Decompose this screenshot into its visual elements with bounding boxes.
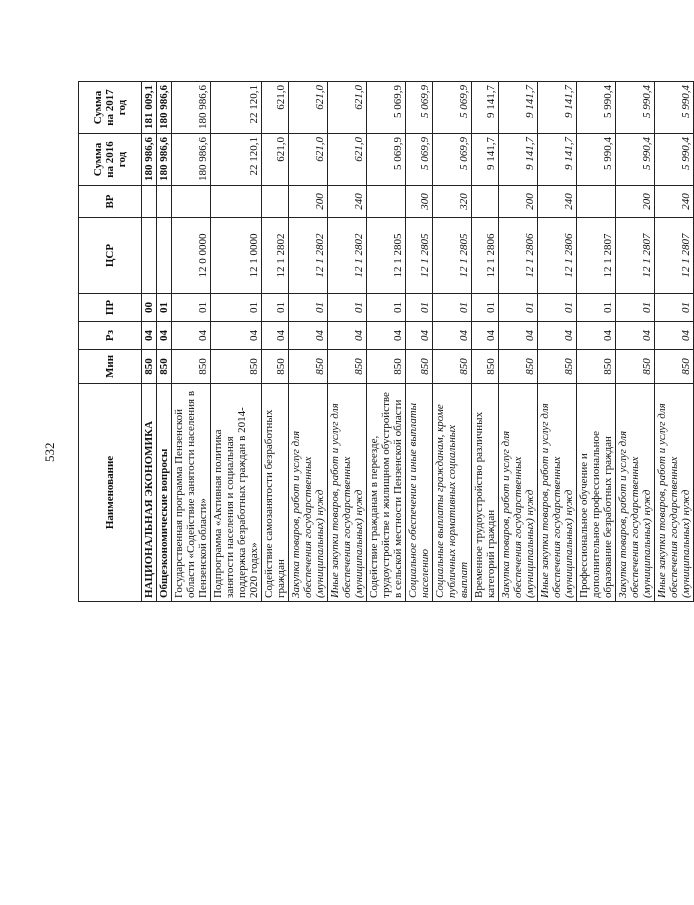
cell-sum-2016: 22 120,1: [211, 134, 262, 186]
table-row: [172, 82, 211, 602]
table-row: [262, 82, 289, 602]
cell-vr: 200: [616, 186, 655, 218]
cell-name: Государственная программа Пензенской области «Содействие занятости населения в Пензенской области»: [172, 384, 211, 602]
cell-csr: 12 1 2807: [616, 218, 655, 294]
cell-csr: [142, 218, 157, 294]
cell-sum-2017: 22 120,1: [211, 82, 262, 134]
cell-rz: 04: [655, 322, 694, 350]
cell-vr: 200: [289, 186, 328, 218]
header-sum-2016: Сумма на 2016 год: [79, 134, 142, 186]
cell-name: Иные закупки товаров, работ и услуг для обеспечения государственных (муниципальных) нужд: [328, 384, 367, 602]
cell-csr: 12 1 2806: [538, 218, 577, 294]
cell-name: Иные закупки товаров, работ и услуг для обеспечения государственных (муниципальных) нужд: [655, 384, 694, 602]
cell-rz: 04: [157, 322, 172, 350]
cell-sum-2016: 621,0: [328, 134, 367, 186]
cell-rz: 04: [616, 322, 655, 350]
table-row: [211, 82, 262, 602]
cell-csr: 12 1 2802: [289, 218, 328, 294]
table-row: [499, 82, 538, 602]
cell-sum-2016: 5 069,9: [367, 134, 406, 186]
cell-min: 850: [472, 350, 499, 384]
cell-sum-2017: 180 986,6: [157, 82, 172, 134]
cell-pr: 01: [367, 294, 406, 322]
cell-csr: 12 0 0000: [172, 218, 211, 294]
cell-sum-2017: 5 069,9: [433, 82, 472, 134]
cell-sum-2017: 9 141,7: [472, 82, 499, 134]
cell-sum-2016: 5 069,9: [406, 134, 433, 186]
cell-name: Социальное обеспечение и иные выплаты населению: [406, 384, 433, 602]
cell-csr: 12 1 2807: [577, 218, 616, 294]
cell-rz: 04: [433, 322, 472, 350]
cell-name: Закупка товаров, работ и услуг для обеспечения государственных (муниципальных) нужд: [289, 384, 328, 602]
header-vr: ВР: [79, 186, 142, 218]
cell-name: Закупка товаров, работ и услуг для обеспечения государственных (муниципальных) нужд: [499, 384, 538, 602]
cell-min: 850: [142, 350, 157, 384]
cell-rz: 04: [289, 322, 328, 350]
cell-sum-2016: 180 986,6: [157, 134, 172, 186]
cell-name: Временное трудоустройство различных категорий граждан: [472, 384, 499, 602]
cell-pr: 01: [577, 294, 616, 322]
header-rz: Рз: [79, 322, 142, 350]
cell-sum-2017: 5 990,4: [577, 82, 616, 134]
header-min: Мин: [79, 350, 142, 384]
cell-min: 850: [655, 350, 694, 384]
cell-sum-2017: 9 141,7: [538, 82, 577, 134]
header-name: Наименование: [79, 384, 142, 602]
cell-min: 850: [211, 350, 262, 384]
cell-vr: [262, 186, 289, 218]
cell-sum-2016: 5 990,4: [655, 134, 694, 186]
cell-pr: 01: [211, 294, 262, 322]
cell-csr: 12 1 2802: [262, 218, 289, 294]
cell-rz: 04: [499, 322, 538, 350]
cell-pr: 01: [406, 294, 433, 322]
cell-name: Содействие гражданам в переезде, трудоустройстве и жилищном обустройстве в сельской местности Пензенской области: [367, 384, 406, 602]
cell-csr: 12 1 2807: [655, 218, 694, 294]
cell-rz: 04: [406, 322, 433, 350]
cell-min: 850: [172, 350, 211, 384]
cell-sum-2017: 5 990,4: [616, 82, 655, 134]
header-pr: ПР: [79, 294, 142, 322]
cell-pr: 01: [328, 294, 367, 322]
table-row: [406, 82, 433, 602]
cell-vr: 200: [499, 186, 538, 218]
cell-pr: 00: [142, 294, 157, 322]
cell-csr: 12 1 2806: [499, 218, 538, 294]
cell-vr: 300: [406, 186, 433, 218]
cell-pr: 01: [616, 294, 655, 322]
cell-sum-2017: 180 986,6: [172, 82, 211, 134]
cell-rz: 04: [328, 322, 367, 350]
cell-rz: 04: [142, 322, 157, 350]
cell-sum-2016: 5 990,4: [577, 134, 616, 186]
cell-rz: 04: [577, 322, 616, 350]
cell-sum-2017: 621,0: [289, 82, 328, 134]
table-row: [142, 82, 157, 602]
table-row: [472, 82, 499, 602]
table-row: [577, 82, 616, 602]
cell-sum-2016: 9 141,7: [499, 134, 538, 186]
cell-sum-2016: 621,0: [289, 134, 328, 186]
cell-min: 850: [616, 350, 655, 384]
cell-sum-2017: 181 009,1: [142, 82, 157, 134]
cell-sum-2016: 9 141,7: [538, 134, 577, 186]
table-row: [367, 82, 406, 602]
cell-name: НАЦИОНАЛЬНАЯ ЭКОНОМИКА: [142, 384, 157, 602]
cell-pr: 01: [538, 294, 577, 322]
cell-min: 850: [367, 350, 406, 384]
cell-min: 850: [499, 350, 538, 384]
cell-csr: 12 1 2806: [472, 218, 499, 294]
cell-csr: 12 1 2802: [328, 218, 367, 294]
cell-min: 850: [433, 350, 472, 384]
cell-pr: 01: [262, 294, 289, 322]
cell-rz: 04: [367, 322, 406, 350]
cell-min: 850: [262, 350, 289, 384]
cell-min: 850: [328, 350, 367, 384]
cell-name: Иные закупки товаров, работ и услуг для обеспечения государственных (муниципальных) нужд: [538, 384, 577, 602]
cell-sum-2016: 9 141,7: [472, 134, 499, 186]
table-row: [157, 82, 172, 602]
cell-pr: 01: [499, 294, 538, 322]
table-row: [538, 82, 577, 602]
cell-min: 850: [289, 350, 328, 384]
cell-min: 850: [157, 350, 172, 384]
cell-min: 850: [577, 350, 616, 384]
cell-name: Содействие самозанятости безработных граждан: [262, 384, 289, 602]
cell-csr: 12 1 2805: [433, 218, 472, 294]
table-row: [616, 82, 655, 602]
cell-pr: 01: [655, 294, 694, 322]
table-body: [142, 82, 694, 602]
cell-min: 850: [538, 350, 577, 384]
rotated-page: [78, 82, 692, 602]
table-row: [328, 82, 367, 602]
cell-sum-2016: 180 986,6: [172, 134, 211, 186]
cell-rz: 04: [172, 322, 211, 350]
cell-vr: [157, 186, 172, 218]
cell-csr: [157, 218, 172, 294]
cell-sum-2017: 5 990,4: [655, 82, 694, 134]
cell-pr: 01: [472, 294, 499, 322]
cell-sum-2016: 5 069,9: [433, 134, 472, 186]
cell-name: Профессиональное обучение и дополнительное профессиональное образование безработных граждан: [577, 384, 616, 602]
cell-vr: [172, 186, 211, 218]
cell-vr: [142, 186, 157, 218]
cell-pr: 01: [172, 294, 211, 322]
cell-sum-2017: 621,0: [328, 82, 367, 134]
table-row: [289, 82, 328, 602]
header-sum-2017: Сумма на 2017 год: [79, 82, 142, 134]
cell-vr: [577, 186, 616, 218]
cell-sum-2017: 5 069,9: [367, 82, 406, 134]
cell-csr: 12 1 0000: [211, 218, 262, 294]
cell-vr: [367, 186, 406, 218]
table-header-row: [79, 82, 142, 602]
cell-pr: 01: [157, 294, 172, 322]
cell-sum-2016: 180 986,6: [142, 134, 157, 186]
cell-vr: 320: [433, 186, 472, 218]
cell-rz: 04: [211, 322, 262, 350]
cell-sum-2017: 5 069,9: [406, 82, 433, 134]
cell-name: Социальные выплаты гражданам, кроме публичных нормативных социальных выплат: [433, 384, 472, 602]
cell-rz: 04: [472, 322, 499, 350]
table-row: [433, 82, 472, 602]
budget-table: [78, 81, 694, 602]
cell-pr: 01: [289, 294, 328, 322]
page-number: 532: [42, 442, 57, 462]
cell-sum-2017: 621,0: [262, 82, 289, 134]
cell-name: Закупка товаров, работ и услуг для обеспечения государственных (муниципальных) нужд: [616, 384, 655, 602]
cell-csr: 12 1 2805: [367, 218, 406, 294]
cell-vr: [211, 186, 262, 218]
cell-sum-2016: 621,0: [262, 134, 289, 186]
cell-name: Общеэкономические вопросы: [157, 384, 172, 602]
cell-csr: 12 1 2805: [406, 218, 433, 294]
cell-vr: 240: [328, 186, 367, 218]
cell-vr: 240: [655, 186, 694, 218]
cell-sum-2016: 5 990,4: [616, 134, 655, 186]
cell-vr: [472, 186, 499, 218]
cell-rz: 04: [262, 322, 289, 350]
cell-vr: 240: [538, 186, 577, 218]
cell-pr: 01: [433, 294, 472, 322]
cell-min: 850: [406, 350, 433, 384]
table-row: [655, 82, 694, 602]
cell-rz: 04: [538, 322, 577, 350]
cell-sum-2017: 9 141,7: [499, 82, 538, 134]
cell-name: Подпрограмма «Активная политика занятости населения и социальная поддержка безработных граждан в 2014-2020 годах»: [211, 384, 262, 602]
header-csr: ЦСР: [79, 218, 142, 294]
